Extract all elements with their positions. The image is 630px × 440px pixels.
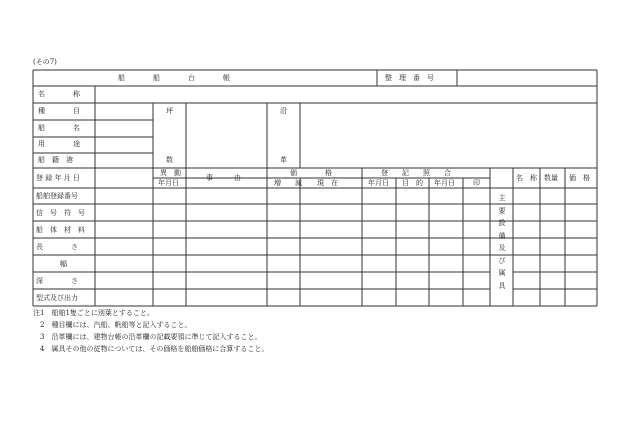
idou-bottom: 年月日 xyxy=(158,179,179,187)
enkaku-bottom: 革 xyxy=(280,156,287,164)
setsubi-col-price: 価 格 xyxy=(569,174,590,182)
fukasa-label: 深 さ xyxy=(36,277,78,285)
note-2: 2 種目欄には、汽船、帆船等と記入すること。 xyxy=(40,321,192,329)
funame-label: 船 名 xyxy=(38,124,80,132)
katashiki-label: 型式及び出力 xyxy=(36,294,78,302)
shumoku-label: 種 目 xyxy=(38,107,80,115)
haba-label: 幅 xyxy=(60,260,67,268)
kakaku-header: 価 格 xyxy=(290,169,332,177)
jiyu-header: 事 由 xyxy=(206,174,241,182)
seiri-bango-label: 整 理 番 号 xyxy=(385,74,434,82)
yoto-label: 用 途 xyxy=(38,140,80,148)
kazu-label: 数 xyxy=(166,156,173,164)
shingo-fugo-label: 信 号 符 号 xyxy=(36,209,85,217)
setsubi-col-name: 名 称 xyxy=(516,174,537,182)
ledger-title: 船 船 台 帳 xyxy=(118,74,230,82)
form-number: (その7) xyxy=(33,58,57,66)
idou-top: 異 動 xyxy=(160,169,181,177)
shuyo-setsubi-label: 主要設備及び属具 xyxy=(498,194,506,290)
note-3: 3 沿革欄には、建物台帳の沿革欄の記載要領に準じて記入すること。 xyxy=(40,333,262,341)
name-label: 名 称 xyxy=(38,90,80,98)
zougen-header: 増 減 xyxy=(274,179,302,187)
setsubi-col-quantity: 数量 xyxy=(544,174,558,182)
mokuteki-header: 目 的 xyxy=(402,179,423,187)
note-1: 注1 船舶1隻ごとに別葉とすること。 xyxy=(33,309,154,317)
note-4: 4 属具その他の従物については、その価格を船舶価格に合算すること。 xyxy=(40,345,269,353)
genzai-header: 現 在 xyxy=(317,179,338,187)
nengappi2-header: 年月日 xyxy=(434,179,455,187)
sentekiko-label: 船 籍 港 xyxy=(38,156,73,164)
senpaku-toroku-bango-label: 船舶登録番号 xyxy=(36,192,78,200)
sentai-zairyo-label: 船 体 材 料 xyxy=(36,226,85,234)
toki-nengappi-header: 年月日 xyxy=(368,179,389,187)
tsubo-label: 坪 xyxy=(166,107,173,115)
in-header: 印 xyxy=(473,179,480,187)
toroku-label: 登 録 年 月 日 xyxy=(36,174,80,182)
enkaku-top: 沿 xyxy=(280,107,287,115)
toki-shogo-header: 登 記 照 合 xyxy=(381,169,451,177)
nagasa-label: 長 さ xyxy=(36,243,78,251)
